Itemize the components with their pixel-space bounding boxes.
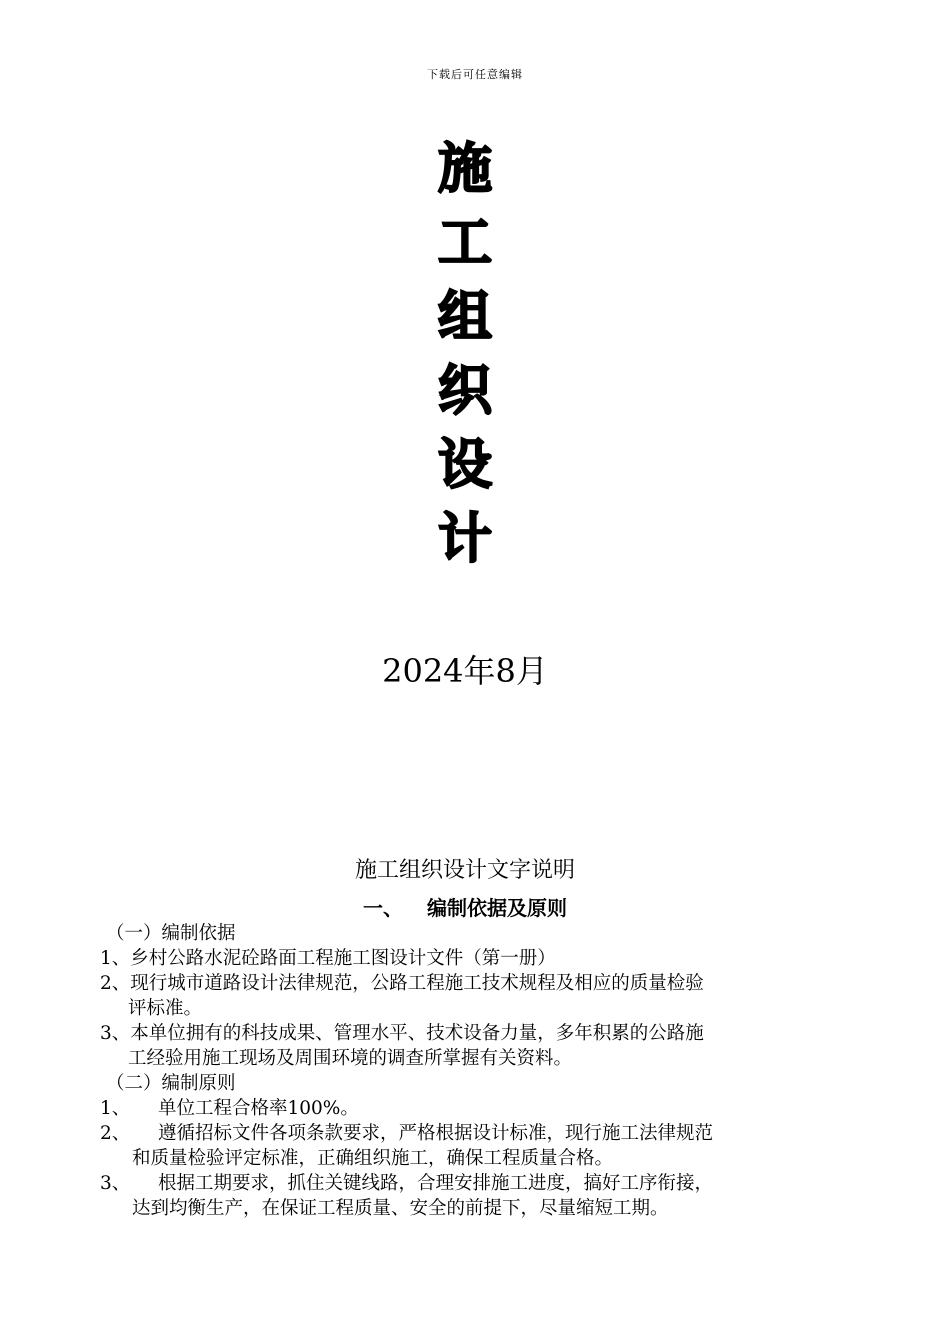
cover-title — [415, 132, 515, 576]
principle-item-3 — [100, 1171, 840, 1196]
principle-text: 遵循招标文件各项条款要求，严格根据设计标准，现行施工法律规范 — [158, 1123, 714, 1144]
body-text — [100, 921, 840, 1221]
title-char: 组 — [438, 285, 492, 348]
basis-item-3: 3、本单位拥有的科技成果、管理水平、技术设备力量，多年积累的公路施 — [100, 1023, 704, 1044]
document-heading: 施工组织设计文字说明 — [354, 858, 575, 883]
title-char: 施 — [438, 137, 492, 200]
principle-number: 3、 — [100, 1173, 131, 1194]
header-note: 下载后可任意编辑 — [427, 68, 523, 81]
basis-item-2: 2、现行城市道路设计法律规范，公路工程施工技术规程及相应的质量检验 — [100, 973, 704, 994]
principle-text: 单位工程合格率100%。 — [158, 1098, 359, 1119]
cover-date: 2024年8月 — [382, 652, 548, 690]
basis-item-1: 1、乡村公路水泥砼路面工程施工图设计文件（第一册） — [100, 948, 556, 969]
principle-item-2 — [100, 1121, 840, 1146]
title-char: 工 — [438, 211, 492, 274]
principle-item-3-cont: 达到均衡生产，在保证工程质量、安全的前提下，尽量缩短工期。 — [132, 1198, 669, 1219]
principle-text: 根据工期要求，抓住关键线路，合理安排施工进度，搞好工序衔接， — [158, 1173, 714, 1194]
section-number: 一、 — [363, 896, 403, 920]
title-char: 计 — [438, 507, 492, 570]
principle-item-2-cont: 和质量检验评定标准，正确组织施工，确保工程质量合格。 — [132, 1148, 614, 1169]
subsection-heading-basis: （一）编制依据 — [106, 923, 236, 944]
section-heading — [0, 893, 930, 923]
section-title: 编制依据及原则 — [427, 896, 567, 920]
title-char: 织 — [438, 359, 492, 422]
principle-item-1 — [100, 1096, 840, 1121]
subsection-heading-principles: （二）编制原则 — [106, 1073, 236, 1094]
principle-number: 1、 — [100, 1098, 131, 1119]
basis-item-3-cont: 工经验用施工现场及周围环境的调查所掌握有关资料。 — [128, 1048, 573, 1069]
title-char: 设 — [438, 433, 492, 496]
basis-item-2-cont: 评标准。 — [128, 998, 203, 1019]
principle-number: 2、 — [100, 1123, 131, 1144]
